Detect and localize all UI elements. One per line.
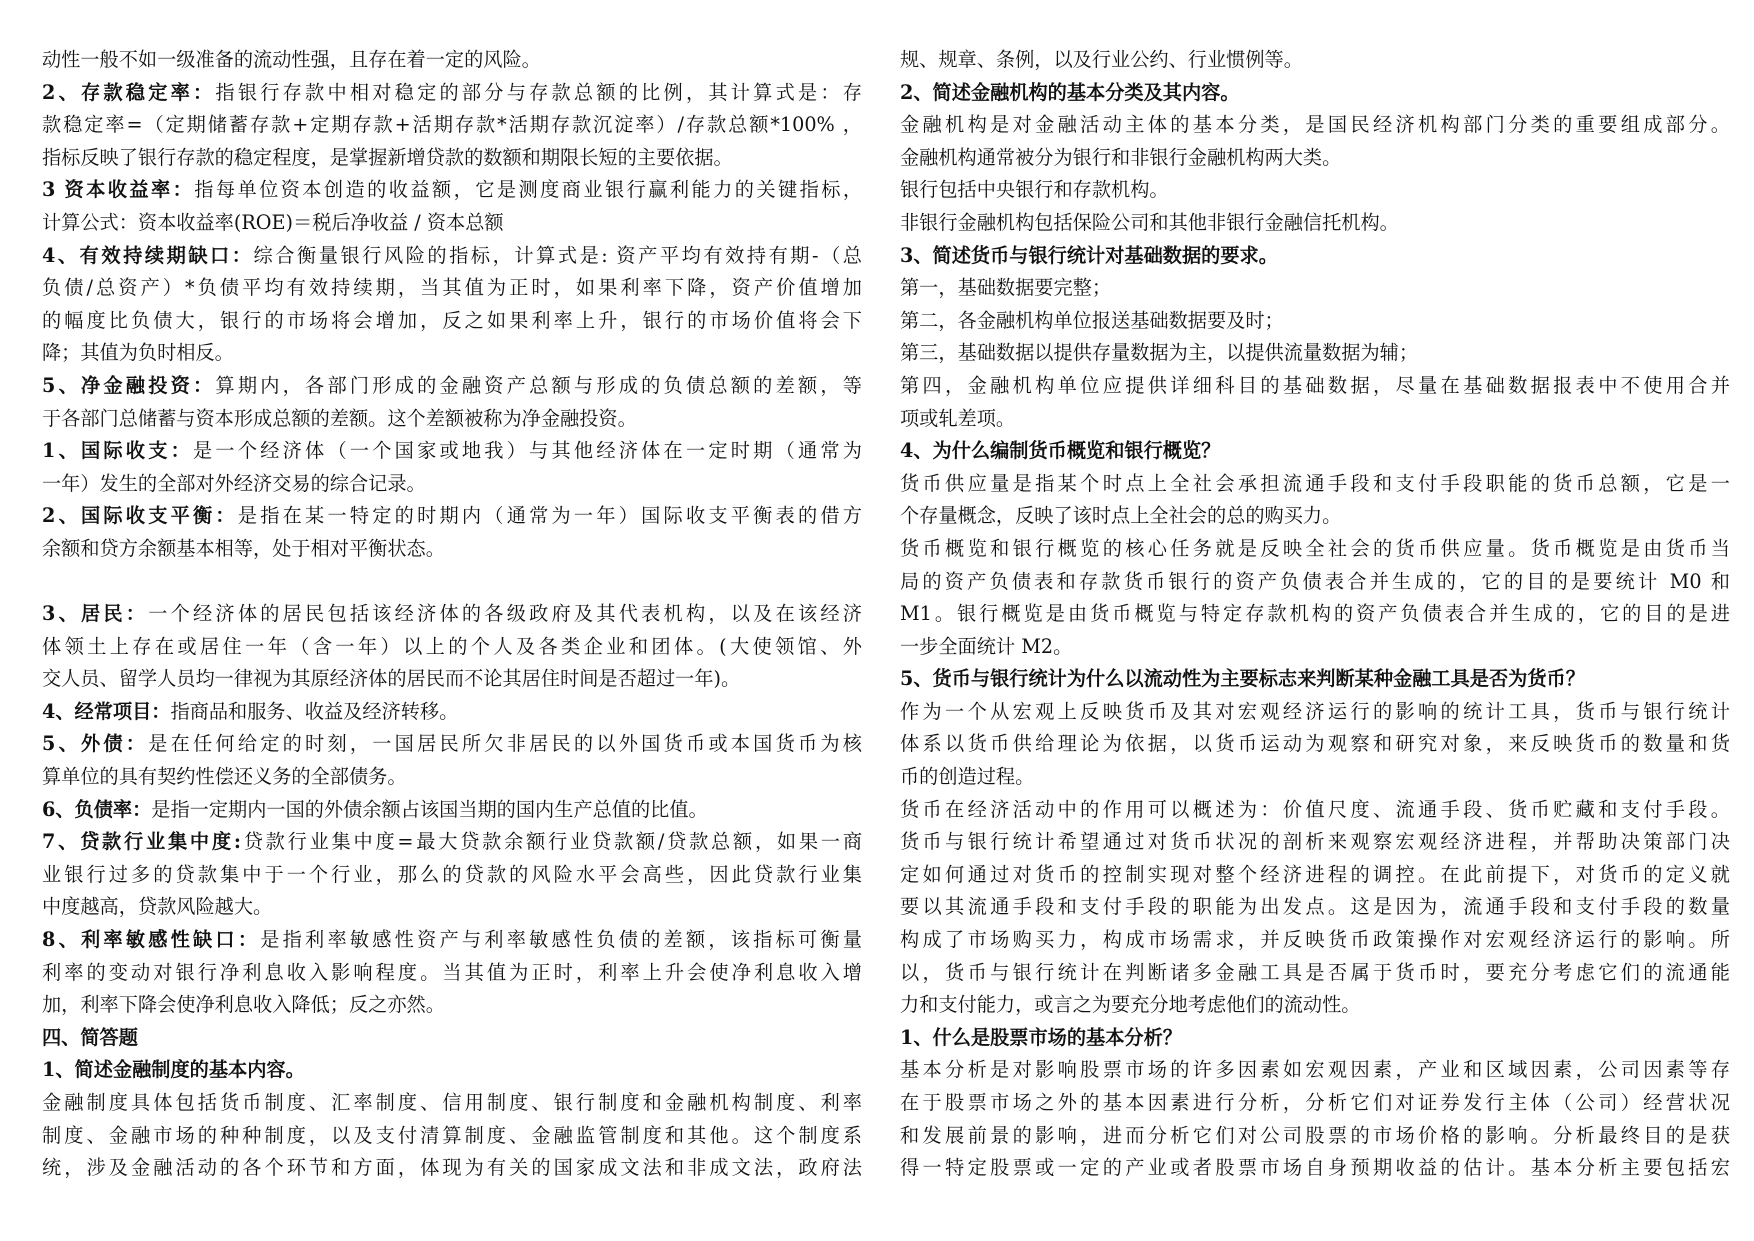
text-line (900, 207, 1730, 240)
text-line (42, 337, 862, 370)
text-line (42, 272, 862, 305)
text-line (42, 794, 862, 827)
text-line (42, 891, 862, 924)
line-text: 币的创造过程。 (900, 765, 1035, 789)
text-line (42, 826, 862, 859)
line-text: 一步全面统计 M2。 (900, 634, 1073, 658)
text-line (42, 1087, 862, 1120)
line-text: 指商品和服务、收益及经济转移。 (170, 699, 459, 723)
term-heading: 2、简述金融机构的基本分类及其内容。 (900, 80, 1240, 104)
line-text: 在于股票市场之外的基本因素进行分析，分析它们对证券发行主体（公司）经营状况 (900, 1091, 1730, 1114)
text-line (900, 1054, 1730, 1087)
text-line (900, 77, 1730, 110)
line-text: 动性一般不如一级准备的流动性强，且存在着一定的风险。 (42, 48, 541, 71)
line-text: 非银行金融机构包括保险公司和其他非银行金融信托机构。 (900, 210, 1399, 234)
line-text: 制度、金融市场的种种制度，以及支付清算制度、金融监管制度和其他。这个制度系 (42, 1123, 862, 1147)
text-line (42, 403, 862, 436)
line-text: M1。银行概览是由货币概览与特定存款机构的资产负债表合并生成的，它的目的是进 (900, 602, 1730, 626)
line-text: 是一个经济体（一个国家或地我）与其他经济体在一定时期（通常为 (193, 439, 862, 463)
text-line (900, 468, 1730, 501)
text-line (900, 337, 1730, 370)
text-line (900, 533, 1730, 566)
line-text: 业银行过多的贷款集中于一个行业，那么的贷款的风险水平会高些，因此贷款行业集 (42, 862, 862, 886)
text-line (900, 403, 1730, 436)
text-line (900, 859, 1730, 892)
text-line (900, 957, 1730, 990)
line-text: 款稳定率=（定期储蓄存款+定期存款+活期存款*活期存款沉淀率）/存款总额*100% ， (42, 113, 862, 137)
term-heading: 4、为什么编制货币概览和银行概览？ (900, 439, 1221, 463)
line-text: 是指在某一特定的时期内（通常为一年）国际收支平衡表的借方 (237, 504, 862, 528)
text-line (900, 240, 1730, 273)
line-text: 作为一个从宏观上反映货币及其对宏观经济运行的影响的统计工具，货币与银行统计 (900, 699, 1730, 723)
blank-line (42, 566, 862, 599)
text-line (900, 370, 1730, 403)
line-text: 贷款行业集中度=最大贷款余额行业贷款额/贷款总额，如果一商 (240, 830, 862, 854)
line-text: 第二，各金融机构单位报送基础数据要及时； (900, 308, 1284, 332)
line-text: 货币在经济活动中的作用可以概述为：价值尺度、流通手段、货币贮藏和支付手段。 (900, 797, 1730, 821)
text-line (42, 500, 862, 533)
line-text: 和发展前景的影响，进而分析它们对公司股票的市场价格的影响。分析最终目的是获 (900, 1123, 1730, 1147)
line-text: 负债/总资产）*负债平均有效持续期，当其值为正时，如果利率下降，资产价值增加 (42, 276, 862, 300)
line-text: 得一特定股票或一定的产业或者股票市场自身预期收益的估计。基本分析主要包括宏 (900, 1156, 1730, 1180)
line-text: 算期内，各部门形成的金融资产总额与形成的负债总额的差额，等 (215, 373, 862, 397)
line-text: 货币供应量是指某个时点上全社会承担流通手段和支付手段职能的货币总额，它是一 (900, 471, 1730, 495)
text-line (900, 794, 1730, 827)
text-line (900, 696, 1730, 729)
text-line (42, 696, 862, 729)
text-line (42, 77, 862, 110)
line-text: 个存量概念，反映了该时点上全社会的总的购买力。 (900, 504, 1342, 528)
text-line (900, 435, 1730, 468)
term-heading: 2、国际收支平衡： (42, 504, 238, 528)
line-text: 以，货币与银行统计在判断诸多金融工具是否属于货币时，要充分考虑它们的流通能 (900, 960, 1730, 984)
line-text: 算单位的具有契约性偿还义务的全部债务。 (42, 765, 407, 789)
line-text: 降；其值为负时相反。 (42, 341, 234, 365)
line-text: 利率的变动对银行净利息收入影响程度。当其值为正时，利率上升会使净利息收入增 (42, 960, 862, 984)
text-line (900, 272, 1730, 305)
line-text: 综合衡量银行风险的指标，计算式是: 资产平均有效持有期-（总 (253, 243, 862, 267)
line-text: 项或轧差项。 (900, 406, 1016, 430)
text-line (42, 761, 862, 794)
line-text: 定如何通过对货币的控制实现对整个经济进程的调控。在此前提下，对货币的定义就 (900, 862, 1730, 886)
text-line (900, 566, 1730, 599)
text-line (900, 891, 1730, 924)
term-heading: 5、净金融投资： (42, 373, 216, 397)
text-line (900, 44, 1730, 77)
left-column (42, 44, 862, 1185)
text-line (42, 142, 862, 175)
text-line (42, 924, 862, 957)
line-text: 指标反映了银行存款的稳定程度，是掌握新增贷款的数额和期限长短的主要依据。 (42, 145, 733, 169)
text-line (42, 533, 862, 566)
term-heading: 四、简答题 (42, 1025, 138, 1049)
text-line (42, 207, 862, 240)
term-heading: 8、利率敏感性缺口： (42, 928, 261, 952)
text-line (900, 598, 1730, 631)
line-text: 银行包括中央银行和存款机构。 (900, 178, 1169, 202)
text-line (42, 1054, 862, 1087)
text-line (42, 663, 862, 696)
line-text: 体领土上存在或居住一年（含一年）以上的个人及各类企业和团体。(大使领馆、外 (42, 634, 862, 658)
line-text: 体系以货币供给理论为依据，以货币运动为观察和研究对象，来反映货币的数量和货 (900, 732, 1730, 756)
text-line (42, 435, 862, 468)
term-heading: 5、货币与银行统计为什么以流动性为主要标志来判断某种金融工具是否为货币？ (900, 667, 1585, 691)
text-line (900, 631, 1730, 664)
term-heading: 3 资本收益率： (42, 178, 195, 202)
text-line (42, 631, 862, 664)
text-line (900, 761, 1730, 794)
line-text: 交人员、留学人员均一律视为其原经济体的居民而不论其居住时间是否超过一年)。 (42, 667, 741, 691)
line-text: 基本分析是对影响股票市场的许多因素如宏观因素，产业和区域因素，公司因素等存 (900, 1058, 1730, 1082)
text-line (900, 174, 1730, 207)
text-line (42, 305, 862, 338)
line-text: 于各部门总储蓄与资本形成总额的差额。这个差额被称为净金融投资。 (42, 406, 637, 430)
text-line (900, 989, 1730, 1022)
term-heading: 6、负债率： (42, 797, 152, 821)
text-line (42, 598, 862, 631)
text-line (900, 1152, 1730, 1185)
text-line (900, 142, 1730, 175)
line-text: 计算公式：资本收益率(ROE)＝税后净收益 / 资本总额 (42, 210, 504, 234)
line-text: 加，利率下降会使净利息收入降低；反之亦然。 (42, 993, 445, 1017)
line-text: 构成了市场购买力，构成市场需求，并反映货币政策操作对宏观经济运行的影响。所 (900, 928, 1730, 952)
line-text: 金融机构是对金融活动主体的基本分类，是国民经济机构部门分类的重要组成部分。 (900, 113, 1730, 137)
term-heading: 7、贷款行业集中度: (42, 830, 241, 854)
text-line (900, 1087, 1730, 1120)
line-text: 货币与银行统计希望通过对货币状况的剖析来观察宏观经济进程，并帮助决策部门决 (900, 830, 1730, 854)
term-heading: 4、有效持续期缺口： (42, 243, 254, 267)
term-heading: 3、简述货币与银行统计对基础数据的要求。 (900, 243, 1278, 267)
right-column (900, 44, 1730, 1185)
text-line (42, 109, 862, 142)
term-heading: 5、外债： (42, 732, 149, 756)
text-line (42, 1120, 862, 1153)
line-text: 要以其流通手段和支付手段的职能为出发点。这是因为，流通手段和支付手段的数量 (900, 895, 1730, 919)
text-line (900, 1120, 1730, 1153)
text-line (42, 1022, 862, 1055)
text-line (900, 305, 1730, 338)
term-heading: 3、居民： (42, 602, 149, 626)
text-line (900, 924, 1730, 957)
line-text: 第一，基础数据要完整； (900, 276, 1112, 300)
line-text: 指每单位资本创造的收益额，它是测度商业银行赢利能力的关键指标， (194, 178, 862, 202)
line-text: 力和支付能力，或言之为要充分地考虑他们的流动性。 (900, 993, 1361, 1017)
text-line (42, 44, 862, 77)
text-line (900, 826, 1730, 859)
term-heading: 1、简述金融制度的基本内容。 (42, 1058, 305, 1082)
line-text: 货币概览和银行概览的核心任务就是反映全社会的货币供应量。货币概览是由货币当 (900, 536, 1730, 560)
text-line (900, 663, 1730, 696)
text-line (42, 859, 862, 892)
text-line (42, 989, 862, 1022)
line-text: 金融机构通常被分为银行和非银行金融机构两大类。 (900, 145, 1342, 169)
text-line (42, 370, 862, 403)
term-heading: 1、国际收支： (42, 439, 194, 463)
text-line (900, 1022, 1730, 1055)
line-text: 余额和贷方余额基本相等，处于相对平衡状态。 (42, 536, 445, 560)
term-heading: 4、经常项目： (42, 699, 171, 723)
line-text: 是指利率敏感性资产与利率敏感性负债的差额，该指标可衡量 (260, 928, 862, 952)
term-heading: 2、存款稳定率： (42, 80, 216, 104)
text-line (42, 468, 862, 501)
text-line (42, 957, 862, 990)
text-line (900, 500, 1730, 533)
text-line (900, 728, 1730, 761)
term-heading: 1、什么是股票市场的基本分析？ (900, 1025, 1182, 1049)
line-text: 是指一定期内一国的外债余额占该国当期的国内生产总值的比值。 (151, 797, 708, 821)
text-line (900, 109, 1730, 142)
line-text: 一个经济体的居民包括该经济体的各级政府及其代表机构，以及在该经济 (148, 602, 862, 626)
line-text: 的幅度比负债大，银行的市场将会增加，反之如果利率上升，银行的市场价值将会下 (42, 308, 862, 332)
line-text: 是在任何给定的时刻，一国居民所欠非居民的以外国货币或本国货币为核 (148, 732, 862, 756)
line-text: 规、规章、条例，以及行业公约、行业惯例等。 (900, 48, 1303, 71)
text-line (42, 728, 862, 761)
line-text: 金融制度具体包括货币制度、汇率制度、信用制度、银行制度和金融机构制度、利率 (42, 1091, 862, 1114)
text-line (42, 1152, 862, 1185)
text-line (42, 240, 862, 273)
line-text: 局的资产负债表和存款货币银行的资产负债表合并生成的，它的目的是要统计 M0 和 (900, 569, 1730, 593)
line-text: 指银行存款中相对稳定的部分与存款总额的比例，其计算式是：存 (215, 80, 862, 104)
line-text: 中度越高，贷款风险越大。 (42, 895, 273, 919)
line-text: 一年）发生的全部对外经济交易的综合记录。 (42, 471, 426, 495)
line-text: 第四，金融机构单位应提供详细科目的基础数据，尽量在基础数据报表中不使用合并 (900, 373, 1730, 397)
text-line (42, 174, 862, 207)
line-text: 统，涉及金融活动的各个环节和方面，体现为有关的国家成文法和非成文法，政府法 (42, 1156, 862, 1180)
line-text: 第三，基础数据以提供存量数据为主，以提供流量数据为辅； (900, 341, 1419, 365)
